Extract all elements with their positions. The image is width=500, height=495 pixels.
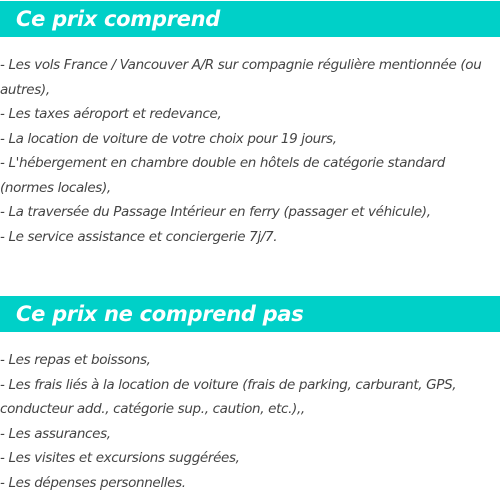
included-section-title: Ce prix comprend (16, 9, 220, 30)
list-item: - Les assurances, (0, 422, 498, 447)
list-item: - Les taxes aéroport et redevance, (0, 102, 498, 127)
excluded-list (0, 348, 498, 495)
list-item: - L'hébergement en chambre double en hôtels de catégorie standard (normes locales), (0, 151, 498, 200)
excluded-section-title: Ce prix ne comprend pas (16, 304, 303, 325)
list-item: - Les dépenses personnelles. (0, 471, 498, 495)
list-item: - Les frais liés à la location de voiture (frais de parking, carburant, GPS, conducteur add., catégorie sup., caution, etc.),, (0, 373, 498, 422)
list-item: - La location de voiture de votre choix pour 19 jours, (0, 127, 498, 152)
included-section-header (0, 1, 500, 37)
list-item: - Les repas et boissons, (0, 348, 498, 373)
list-item: - Les visites et excursions suggérées, (0, 446, 498, 471)
included-list (0, 53, 498, 249)
list-item: - Les vols France / Vancouver A/R sur compagnie régulière mentionnée (ou autres), (0, 53, 498, 102)
list-item: - La traversée du Passage Intérieur en ferry (passager et véhicule), (0, 200, 498, 225)
list-item: - Le service assistance et conciergerie 7j/7. (0, 225, 498, 250)
excluded-section-header (0, 296, 500, 332)
